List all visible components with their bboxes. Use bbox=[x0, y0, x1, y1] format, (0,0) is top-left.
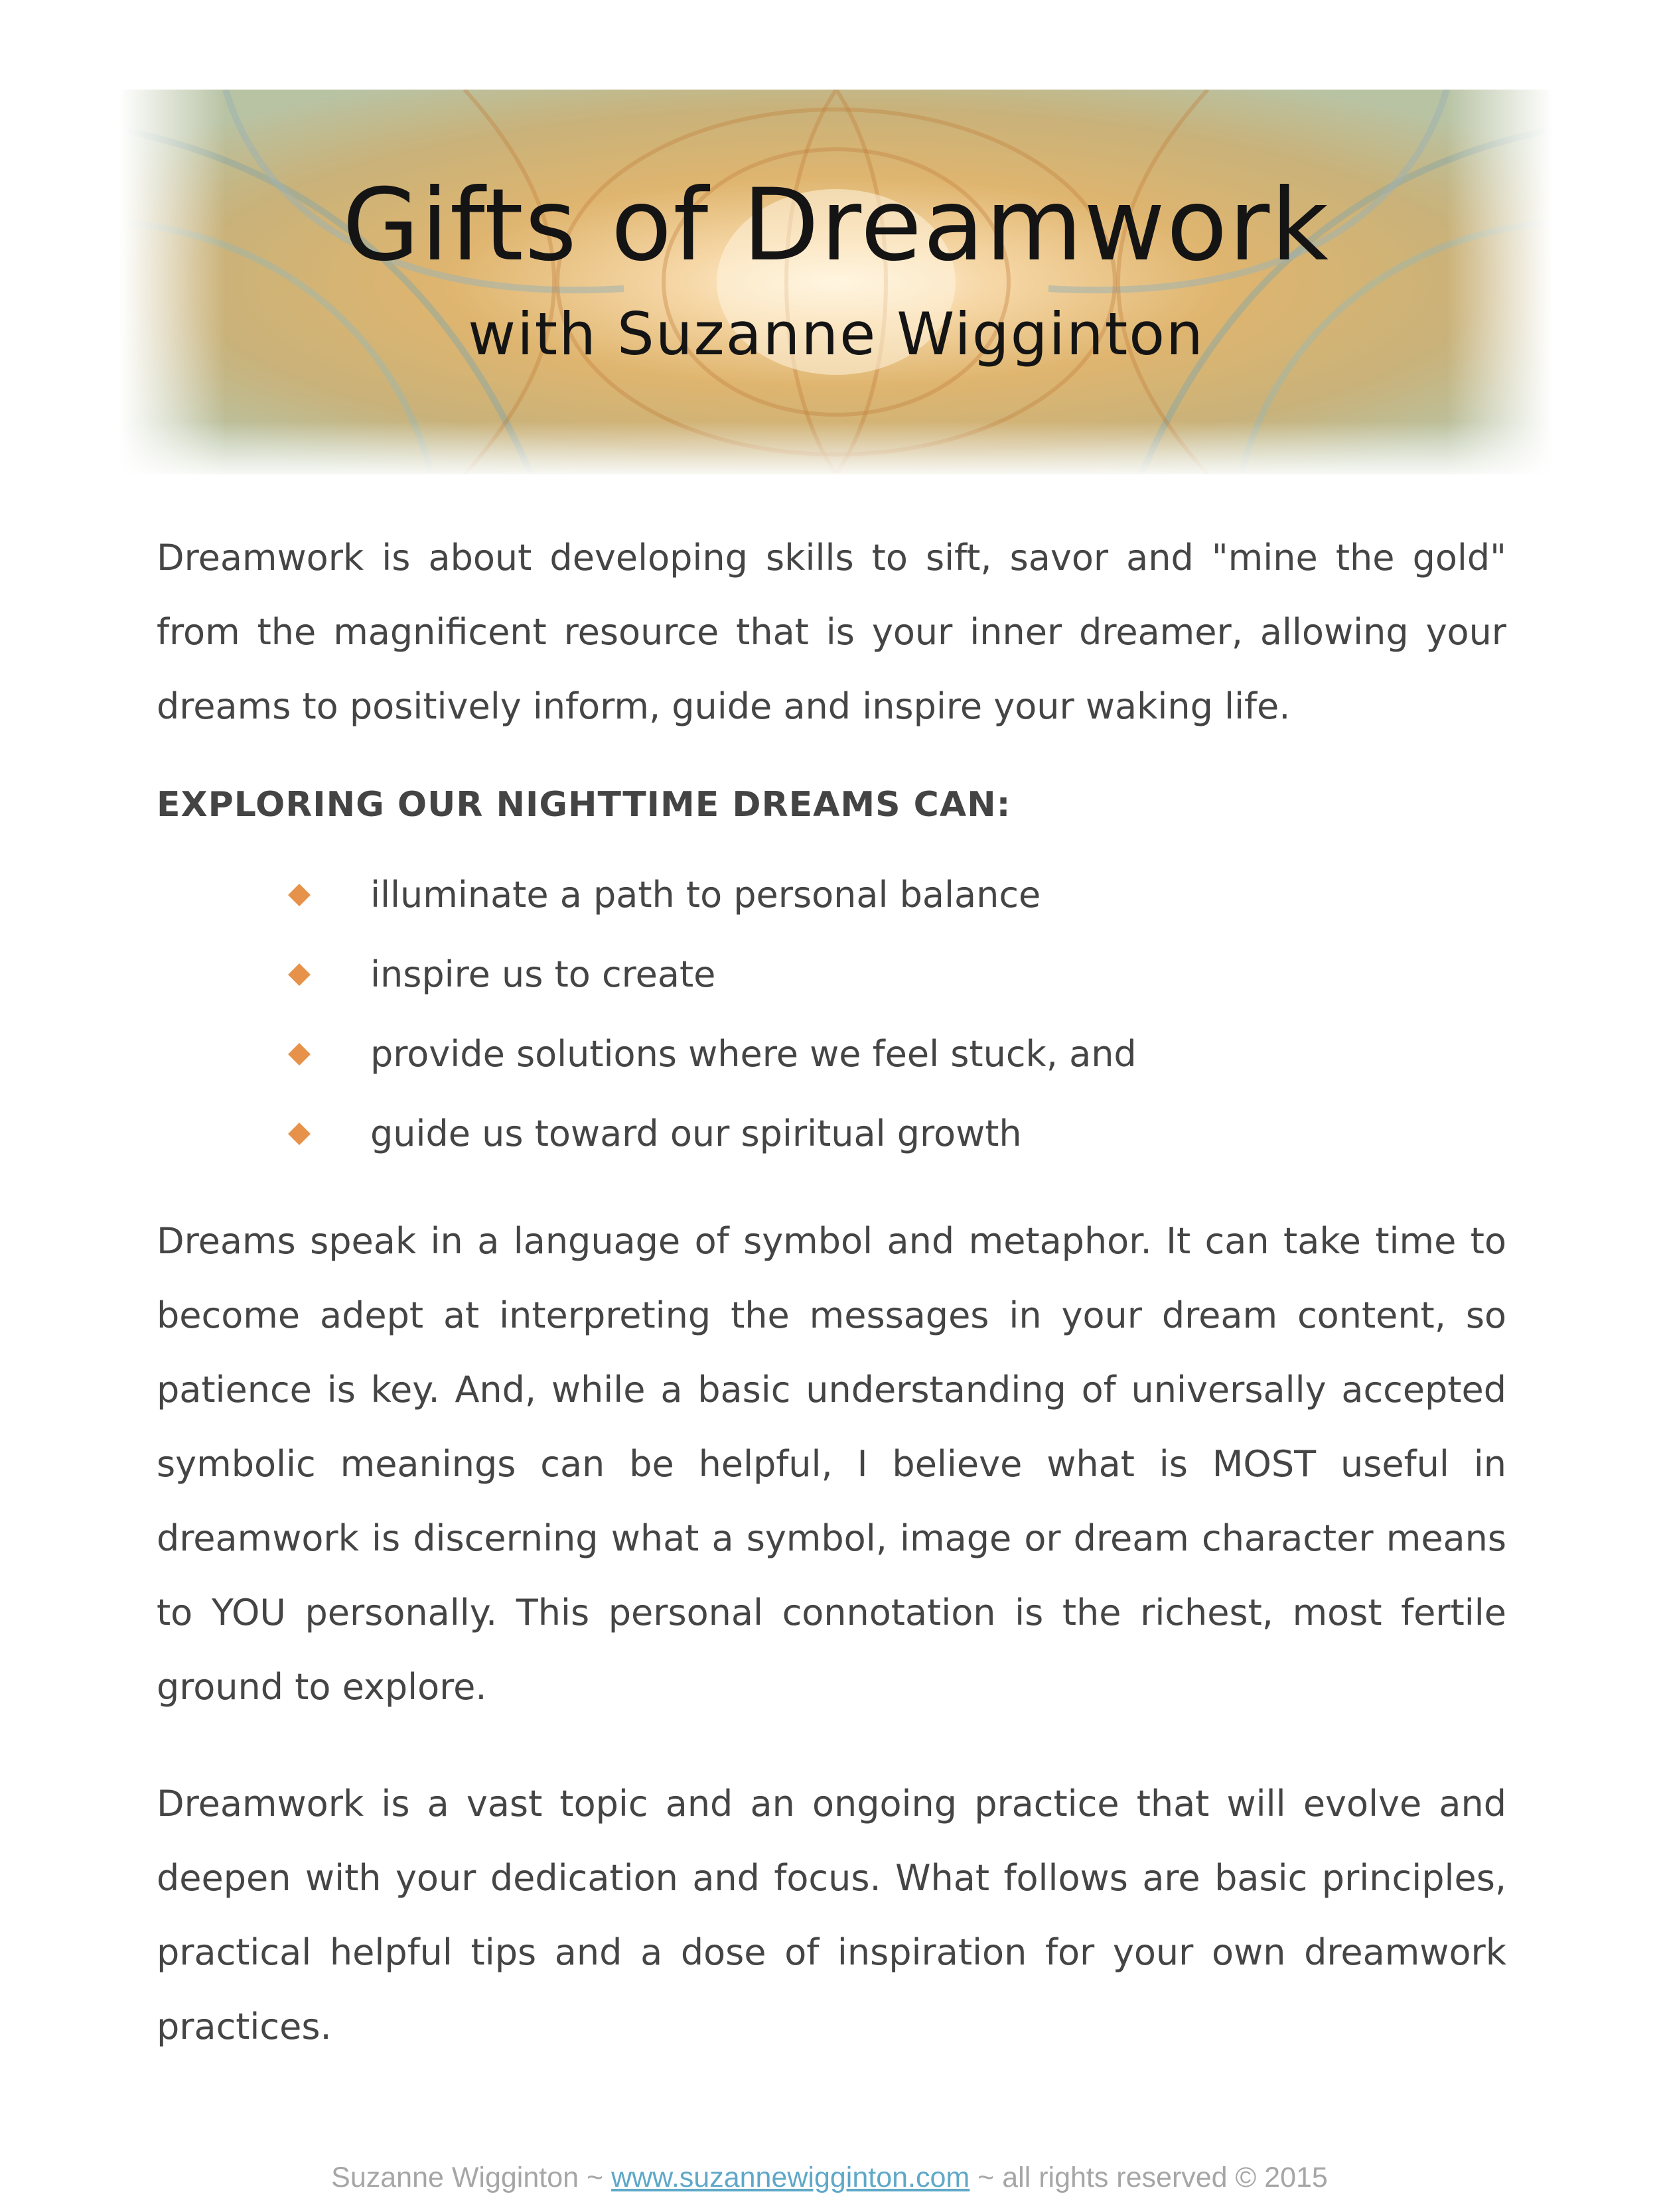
website-link[interactable]: www.suzannewigginton.com bbox=[611, 2162, 970, 2193]
body-paragraph-symbols: Dreams speak in a language of symbol and metaphor. It can take time to become adept at interpreting the messages in your dream content, so patience is key. And, while a basic understanding of universally accepted symbolic meanings can be helpful, I believe what is MOST useful in dreamwork is discerning what a symbol, image or dream character means to YOU personally. This personal connotation is the richest, most fertile ground to explore. bbox=[157, 1220, 1506, 1708]
main-content bbox=[157, 521, 1506, 2064]
page-title: Gifts of Dreamwork bbox=[342, 168, 1331, 283]
diamond-bullet-icon bbox=[288, 963, 311, 986]
header-banner bbox=[119, 90, 1553, 474]
list-item-text: provide solutions where we feel stuck, and bbox=[370, 1033, 1137, 1075]
list-item-text: illuminate a path to personal balance bbox=[370, 874, 1041, 916]
list-item-text: inspire us to create bbox=[370, 953, 716, 995]
list-item bbox=[157, 855, 1506, 935]
footer-copyright: ~ all rights reserved © 2015 bbox=[970, 2162, 1328, 2193]
list-item bbox=[157, 1014, 1506, 1094]
dream-benefits-list bbox=[157, 855, 1506, 1174]
page-subtitle: with Suzanne Wigginton bbox=[468, 300, 1204, 368]
list-item-text: guide us toward our spiritual growth bbox=[370, 1113, 1022, 1154]
page-footer bbox=[0, 2162, 1659, 2194]
intro-paragraph: Dreamwork is about developing skills to sift, savor and "mine the gold" from the magnificent resource that is your inner dreamer, allowing your dreams to positively inform, guide and inspire your waking life. bbox=[157, 537, 1506, 727]
body-paragraph-practice: Dreamwork is a vast topic and an ongoing practice that will evolve and deepen with your dedication and focus. What follows are basic principles, practical helpful tips and a dose of inspiration for your own dreamwork practices. bbox=[157, 1783, 1506, 2047]
diamond-bullet-icon bbox=[288, 1123, 311, 1145]
list-item bbox=[157, 935, 1506, 1014]
footer-author: Suzanne Wigginton ~ bbox=[331, 2162, 612, 2193]
diamond-bullet-icon bbox=[288, 884, 311, 906]
section-heading: EXPLORING OUR NIGHTTIME DREAMS CAN: bbox=[157, 785, 1011, 825]
diamond-bullet-icon bbox=[288, 1043, 311, 1066]
list-item bbox=[157, 1094, 1506, 1174]
